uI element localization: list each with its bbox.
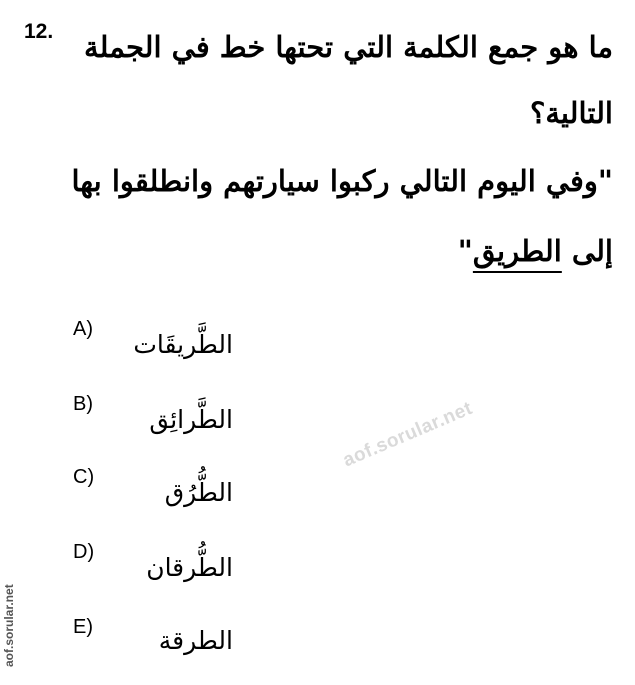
watermark-diagonal: aof.sorular.net xyxy=(340,397,476,472)
option-d-letter: D) xyxy=(73,541,95,563)
option-e-text: الطرقة xyxy=(158,626,233,655)
question-number: 12. xyxy=(24,20,54,43)
option-a-letter: A) xyxy=(73,318,93,340)
question-line-2: التالية؟ xyxy=(529,96,613,130)
option-b-text: الطَّرائِق xyxy=(149,405,233,434)
option-a-text: الطَّريقَات xyxy=(133,330,233,359)
watermark-side: aof.sorular.net xyxy=(2,584,16,667)
option-c-text: الطُّرُق xyxy=(164,478,233,507)
sentence-suffix: " xyxy=(457,234,473,268)
option-c-letter: C) xyxy=(73,466,95,488)
question-line-1: ما هو جمع الكلمة التي تحتها خط في الجملة xyxy=(84,30,613,64)
quoted-sentence-line-2 xyxy=(458,234,613,268)
option-e-letter: E) xyxy=(73,616,93,638)
quoted-sentence-line-1: "وفي اليوم التالي ركبوا سيارتهم وانطلقوا بها xyxy=(71,164,613,198)
sentence-prefix: إلى xyxy=(561,234,613,268)
option-b-letter: B) xyxy=(73,393,93,415)
option-d-text: الطُّرقان xyxy=(146,553,233,582)
underlined-word: الطريق xyxy=(472,234,562,268)
